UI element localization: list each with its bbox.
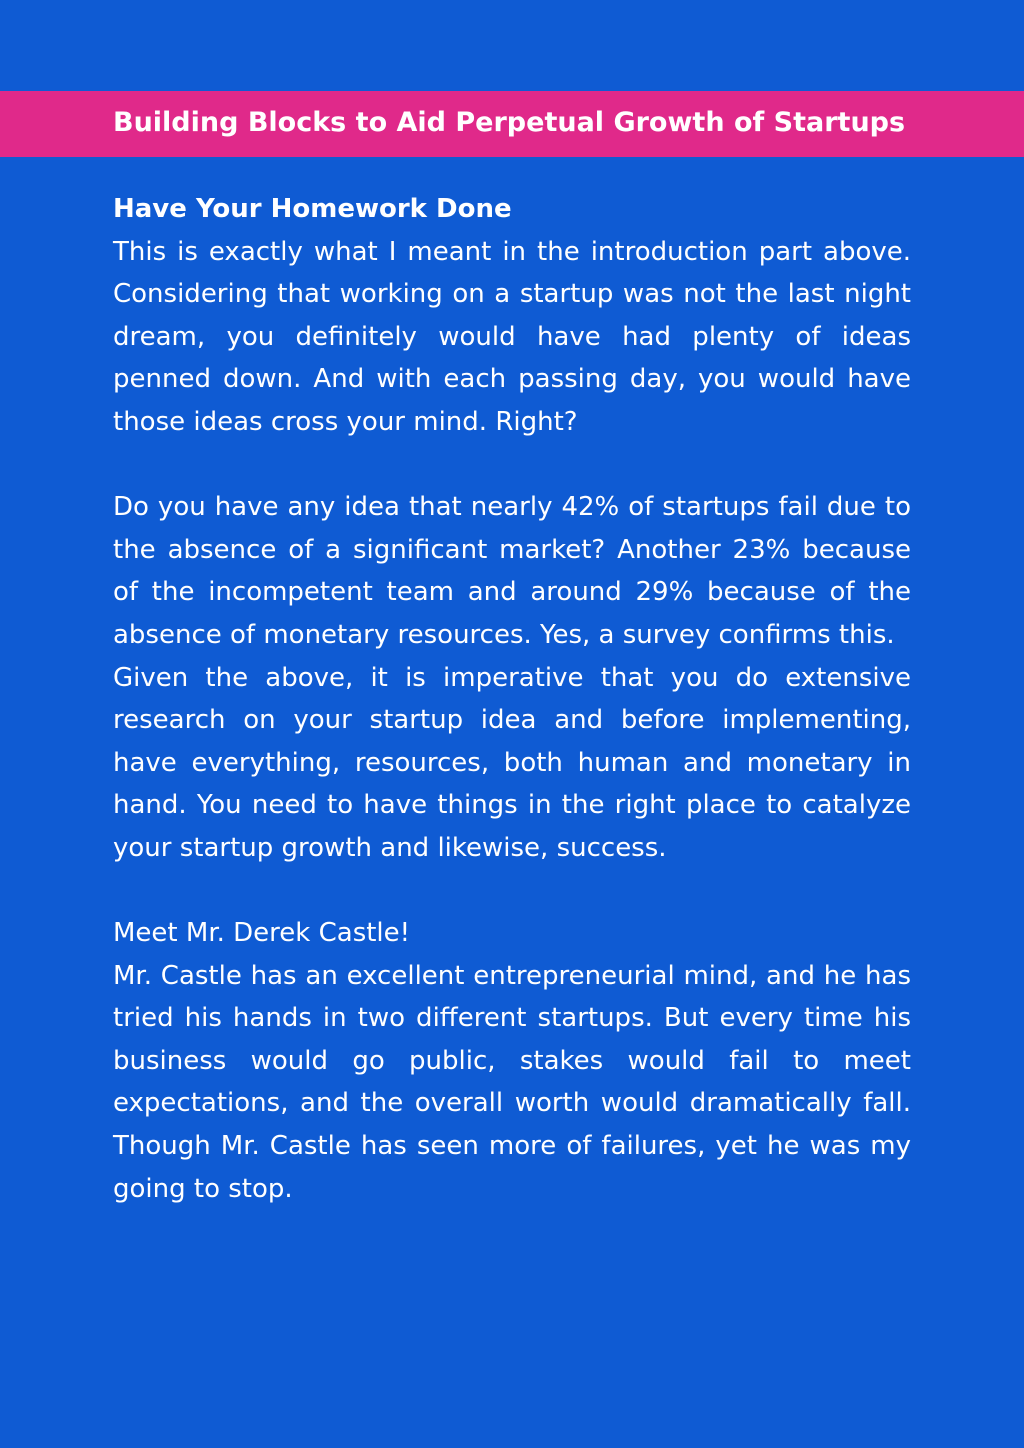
page-title: Building Blocks to Aid Perpetual Growth of Startups	[113, 107, 906, 138]
statistics-paragraph: Do you have any idea that nearly 42% of startups fail due to the absence of a significant market? Another 23% because of the incompetent team and around 29% because of the absence of monetary resources. Yes, a survey confirms this.	[113, 492, 911, 650]
paragraph-spacer	[113, 870, 911, 913]
intro-paragraph: This is exactly what I meant in the introduction part above. Considering that working on a startup was not the last night dream, you definitely would have had plenty of ideas penned down. And with each passing day, you would have those ideas cross your mind. Right?	[113, 236, 911, 437]
section-heading: Have Your Homework Done	[113, 194, 512, 224]
paragraph-spacer	[113, 444, 911, 487]
story-paragraph: Mr. Castle has an excellent entrepreneurial mind, and he has tried his hands in two different startups. But every time his business would go public, stakes would fail to meet expectations, and the overall worth would dramatically fall. Though Mr. Castle has seen more of failures, yet he was my going to stop.	[113, 960, 911, 1204]
article-body	[113, 188, 911, 1210]
advice-paragraph: Given the above, it is imperative that you do extensive research on your startup idea and before implementing, have everything, resources, both human and monetary in hand. You need to have things in the right place to catalyze your startup growth and likewise, success.	[113, 662, 911, 863]
meet-line: Meet Mr. Derek Castle!	[113, 918, 411, 949]
